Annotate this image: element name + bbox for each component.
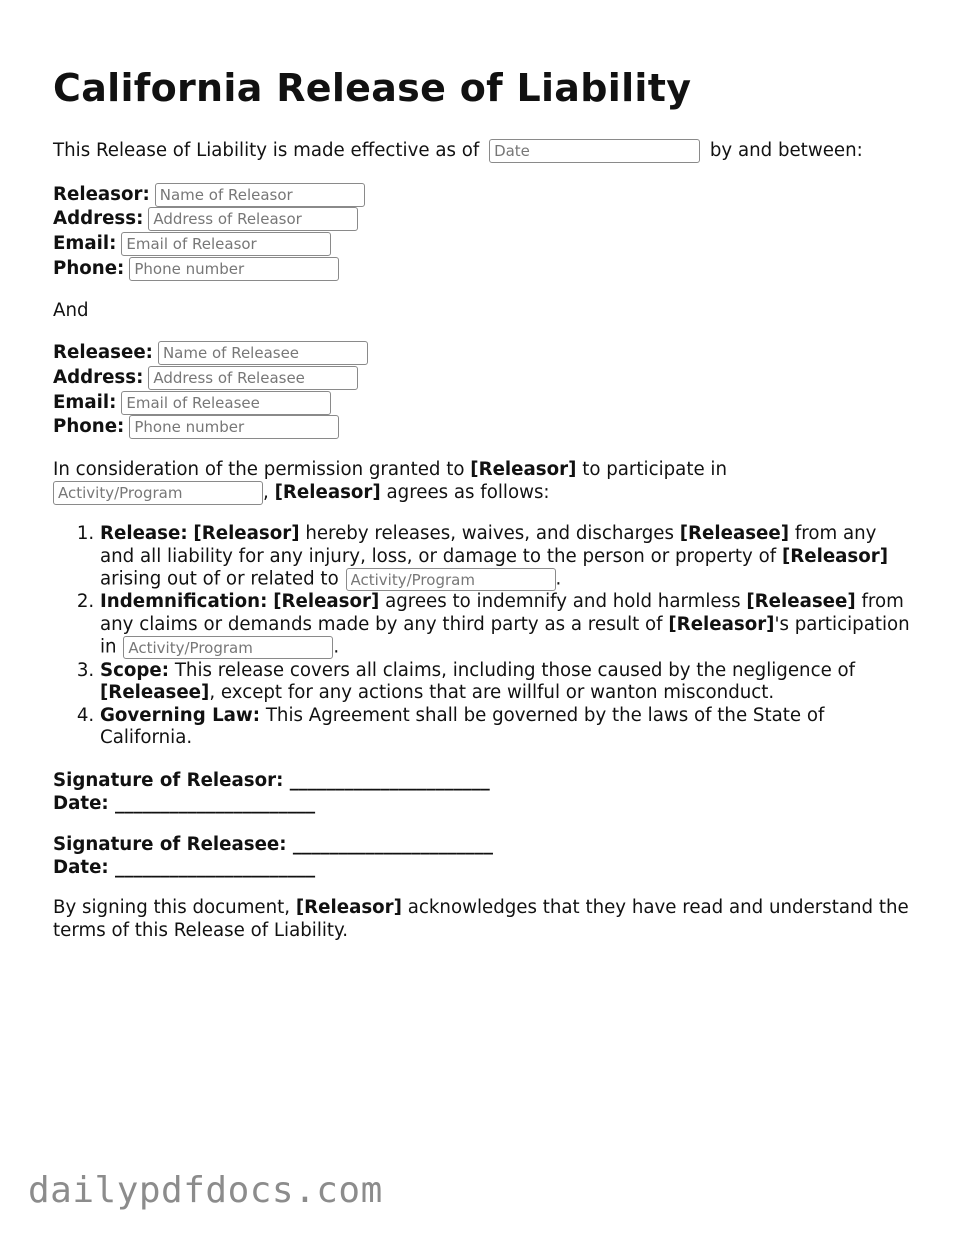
- releasor-signature-blank[interactable]: ______________________: [289, 770, 490, 791]
- activity-program-input[interactable]: [53, 481, 263, 505]
- releasee-tag: [Releasee]: [746, 591, 856, 613]
- releasor-tag: [Releasor]: [295, 897, 402, 918]
- releasor-tag: [Releasor]: [273, 591, 380, 613]
- releasee-phone-row: [53, 415, 339, 439]
- term-text: , except for any actions that are willful or wanton misconduct.: [209, 682, 775, 704]
- releasee-signature-blank[interactable]: ______________________: [292, 834, 493, 855]
- closing-paragraph: [53, 897, 913, 942]
- releasor-email-row: [53, 232, 331, 256]
- releasor-tag: [Releasor]: [274, 482, 381, 503]
- term-release: [100, 523, 913, 591]
- releasee-name-label: Releasee:: [53, 342, 153, 363]
- closing-text: By signing this document,: [53, 897, 291, 918]
- term-scope: [100, 660, 913, 705]
- releasee-name-input[interactable]: [158, 341, 368, 365]
- releasor-date-blank[interactable]: ______________________: [115, 793, 316, 814]
- consideration-line-2: [53, 481, 550, 505]
- releasor-phone-row: [53, 257, 339, 281]
- releasor-address-label: Address:: [53, 208, 144, 229]
- term-text: 's participation in: [100, 613, 910, 658]
- releasor-tag: [Releasor]: [781, 545, 889, 567]
- releasor-tag: [Releasor]: [668, 613, 775, 635]
- term-end: .: [333, 636, 340, 658]
- releasor-name-row: [53, 183, 365, 207]
- releasee-address-label: Address:: [53, 367, 144, 388]
- term-heading: Indemnification:: [100, 591, 268, 613]
- releasor-date-line[interactable]: [53, 793, 315, 816]
- releasee-date-label: Date:: [53, 857, 109, 878]
- and-text: And: [53, 300, 89, 321]
- releasee-signature-line[interactable]: [53, 834, 493, 857]
- releasor-date-label: Date:: [53, 793, 109, 814]
- term-text: hereby releases, waives, and discharges: [305, 523, 674, 544]
- releasee-name-row: [53, 341, 368, 365]
- watermark: dailypdfdocs.com: [28, 1170, 383, 1211]
- term-text: agrees to indemnify and hold harmless: [385, 591, 741, 613]
- consideration-comma: ,: [263, 482, 269, 503]
- term-text: arising out of or related to: [100, 568, 339, 590]
- intro-text-before: This Release of Liability is made effective as of: [53, 140, 480, 161]
- closing-text: acknowledges that they have read and understand the terms of this Release of Liability.: [53, 897, 909, 941]
- releasee-date-blank[interactable]: ______________________: [115, 857, 316, 878]
- releasee-address-input[interactable]: [148, 366, 358, 390]
- consideration-text-2: to participate in: [582, 459, 728, 480]
- releasor-tag: [Releasor]: [193, 523, 300, 544]
- term-heading: Governing Law:: [100, 704, 261, 726]
- releasee-tag: [Releasee]: [100, 682, 210, 704]
- term-text: This release covers all claims, including those caused by the negligence of: [174, 659, 856, 681]
- releasor-signature-line[interactable]: [53, 770, 490, 793]
- term-governing-law: [100, 705, 913, 750]
- term-indemnification: [100, 591, 913, 659]
- releasee-email-label: Email:: [53, 392, 117, 413]
- releasor-address-row: [53, 207, 358, 231]
- releasee-phone-label: Phone:: [53, 416, 125, 437]
- term-end: .: [555, 568, 562, 590]
- releasor-phone-label: Phone:: [53, 258, 125, 279]
- term-text: This Agreement shall be governed by the laws of the State of California.: [100, 704, 825, 749]
- effective-date-input[interactable]: [489, 139, 700, 163]
- consideration-line-1: [53, 459, 727, 481]
- indemnification-activity-input[interactable]: [123, 636, 333, 659]
- releasor-email-label: Email:: [53, 233, 117, 254]
- releasor-email-input[interactable]: [121, 232, 331, 256]
- term-text: from any and all liability for any injury, loss, or damage to the person or property of: [100, 523, 877, 567]
- releasor-name-input[interactable]: [155, 183, 365, 207]
- releasor-address-input[interactable]: [148, 207, 358, 231]
- releasee-email-input[interactable]: [121, 391, 331, 415]
- term-heading: Release:: [100, 523, 188, 544]
- releasee-email-row: [53, 391, 331, 415]
- releasee-date-line[interactable]: [53, 857, 315, 880]
- consideration-text-3: agrees as follows:: [386, 482, 550, 503]
- intro-text-after: by and between:: [709, 140, 863, 161]
- terms-list: [53, 523, 913, 750]
- term-heading: Scope:: [100, 659, 170, 681]
- releasee-tag: [Releasee]: [679, 523, 790, 544]
- releasor-phone-input[interactable]: [129, 257, 339, 281]
- consideration-text-1: In consideration of the permission granted to: [53, 459, 465, 480]
- releasee-phone-input[interactable]: [129, 415, 339, 439]
- releasor-name-label: Releasor:: [53, 184, 150, 205]
- releasee-signature-label: Signature of Releasee:: [53, 834, 287, 855]
- releasor-tag: [Releasor]: [470, 459, 577, 480]
- releasor-signature-label: Signature of Releasor:: [53, 770, 284, 791]
- page-title: California Release of Liability: [53, 66, 692, 110]
- release-activity-input[interactable]: [346, 568, 556, 591]
- term-text: from any claims or demands made by any third party as a result of: [100, 591, 904, 635]
- intro-line: [53, 139, 863, 163]
- releasee-address-row: [53, 366, 358, 390]
